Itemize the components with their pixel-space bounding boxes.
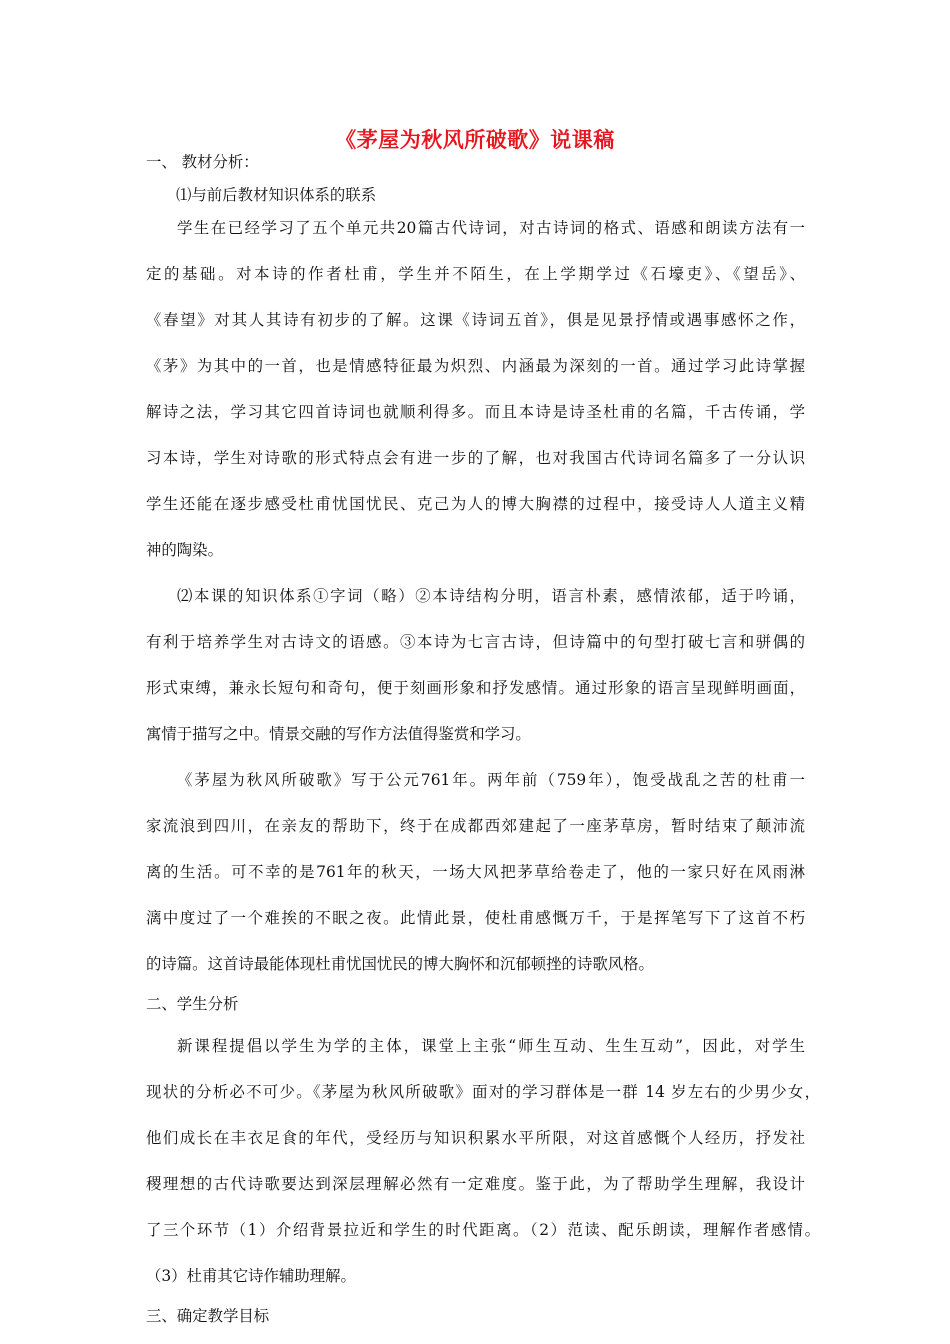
paragraph-line: 了三个环节（1）介绍背景拉近和学生的时代距离。（2）范读、配乐朗读，理解作者感情。 [146,1221,820,1239]
paragraph-line: 稷理想的古代诗歌要达到深层理解必然有一定难度。鉴于此，为了帮助学生理解，我设计 [146,1175,805,1193]
paragraph-line: 定的基础。对本诗的作者杜甫，学生并不陌生，在上学期学过《石壕吏》、《望岳》、 [146,265,805,283]
paragraph-line: （3）杜甫其它诗作辅助理解。 [146,1267,356,1285]
paragraph-line: 现状的分析必不可少。《茅屋为秋风所破歌》面对的学习群体是一群 14 岁左右的少男少女， [146,1083,820,1101]
heading-textbook-analysis: 一、 教材分析： [146,153,259,171]
paragraph-line: 有利于培养学生对古诗文的语感。③本诗为七言古诗，但诗篇中的句型打破七言和骈偶的 [146,633,805,651]
paragraph-line: 神的陶染。 [146,541,223,559]
paragraph-line: 的诗篇。这首诗最能体现杜甫忧国忧民的博大胸怀和沉郁顿挫的诗歌风格。 [146,955,654,973]
paragraph-line: 习本诗，学生对诗歌的形式特点会有进一步的了解，也对我国古代诗词名篇多了一分认识 [146,449,805,467]
paragraph-line: 学生还能在逐步感受杜甫忧国忧民、克己为人的博大胸襟的过程中，接受诗人人道主义精 [146,495,805,513]
paragraph-line: 寓情于描写之中。情景交融的写作方法值得鉴赏和学习。 [146,725,531,743]
document-title: 《茅屋为秋风所破歌》说课稿 [335,128,615,152]
paragraph-line: 《茅》为其中的一首，也是情感特征最为炽烈、内涵最为深刻的一首。通过学习此诗掌握 [146,357,805,375]
paragraph-line: 离的生活。可不幸的是761年的秋天，一场大风把茅草给卷走了，他的一家只好在风雨淋 [146,863,805,881]
paragraph-line: 他们成长在丰衣足食的年代，受经历与知识积累水平所限，对这首感慨个人经历，抒发社 [146,1129,805,1147]
heading-teaching-goals: 三、确定教学目标 [146,1307,270,1325]
paragraph-line: 新课程提倡以学生为学的主体，课堂上主张“师生互动、生生互动”，因此，对学生 [177,1037,805,1055]
paragraph-line: 《春望》对其人其诗有初步的了解。这课《诗词五首》，俱是见景抒情或遇事感怀之作， [146,311,805,329]
paragraph-line: ⑵本课的知识体系①字词（略）②本诗结构分明，语言朴素，感情浓郁，适于吟诵， [177,587,805,605]
subheading-knowledge-link: ⑴与前后教材知识体系的联系 [176,186,377,204]
paragraph-line: 漓中度过了一个难挨的不眠之夜。此情此景，使杜甫感慨万千，于是挥笔写下了这首不朽 [146,909,805,927]
heading-student-analysis: 二、学生分析 [146,995,239,1013]
paragraph-line: 《茅屋为秋风所破歌》写于公元761年。两年前（759年），饱受战乱之苦的杜甫一 [177,771,805,789]
paragraph-line: 学生在已经学习了五个单元共20篇古代诗词，对古诗词的格式、语感和朗读方法有一 [177,219,805,237]
paragraph-line: 家流浪到四川，在亲友的帮助下，终于在成都西郊建起了一座茅草房，暂时结束了颠沛流 [146,817,805,835]
paragraph-line: 形式束缚，兼永长短句和奇句，便于刻画形象和抒发感情。通过形象的语言呈现鲜明画面， [146,679,805,697]
paragraph-line: 解诗之法，学习其它四首诗词也就顺利得多。而且本诗是诗圣杜甫的名篇，千古传诵，学 [146,403,805,421]
